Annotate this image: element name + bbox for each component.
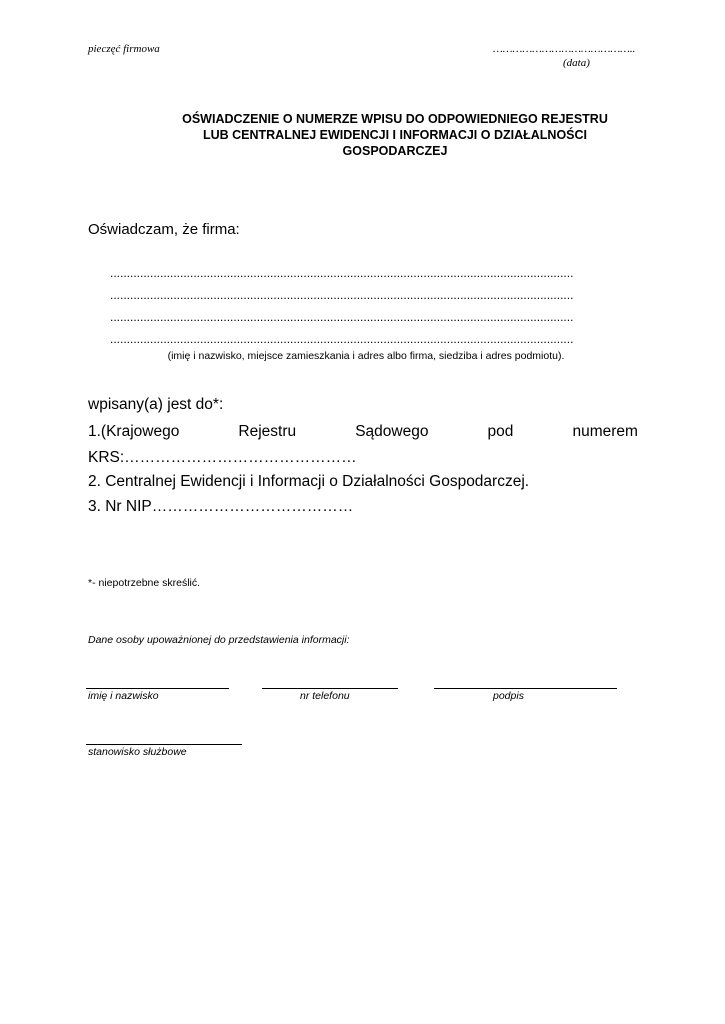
position-line <box>86 744 242 745</box>
date-dots: …………………………………….. <box>493 43 636 55</box>
krs-word-4: pod <box>487 423 514 440</box>
stamp-label: pieczęć firmowa <box>88 43 160 55</box>
name-label: imię i nazwisko <box>88 690 159 702</box>
krs-word-1: 1.(Krajowego <box>88 423 180 440</box>
name-line <box>86 688 229 689</box>
phone-label: nr telefonu <box>300 690 350 702</box>
date-label: (data) <box>563 57 590 69</box>
footnote: *- niepotrzebne skreślić. <box>88 577 201 589</box>
declaration-text: Oświadczam, że firma: <box>88 221 240 238</box>
signature-line <box>434 688 617 689</box>
phone-line <box>262 688 398 689</box>
signature-label: podpis <box>493 690 524 702</box>
firm-dot-line-1: ........................................................................................................................................... <box>110 266 574 280</box>
authorized-heading: Dane osoby upoważnionej do przedstawienia informacji: <box>88 634 350 646</box>
option-2: 2. Centralnej Ewidencji i Informacji o Działalności Gospodarczej. <box>88 473 530 490</box>
title-line-2: LUB CENTRALNEJ EWIDENCJI I INFORMACJI O DZIAŁALNOŚCI <box>202 128 588 142</box>
krs-word-5: numerem <box>572 423 638 440</box>
firm-dot-line-4: ........................................................................................................................................... <box>110 332 574 346</box>
krs-word-2: Rejestru <box>238 423 297 440</box>
registered-heading: wpisany(a) jest do*: <box>88 396 224 413</box>
document-title <box>140 111 650 159</box>
firm-note: (imię i nazwisko, miejsce zamieszkania i adres albo firma, siedziba i adres podmiotu). <box>167 350 565 362</box>
position-label: stanowisko służbowe <box>88 746 187 758</box>
krs-option-row <box>88 423 638 441</box>
title-line-1: OŚWIADCZENIE O NUMERZE WPISU DO ODPOWIEDNIEGO REJESTRU <box>182 112 608 126</box>
option-3-nip: 3. Nr NIP………………………………… <box>88 498 354 515</box>
krs-number-line: KRS:……………………………………… <box>88 449 357 466</box>
krs-word-3: Sądowego <box>355 423 429 440</box>
firm-dot-line-3: ........................................................................................................................................... <box>110 310 574 324</box>
title-line-3: GOSPODARCZEJ <box>342 144 448 158</box>
firm-dot-line-2: ........................................................................................................................................... <box>110 288 574 302</box>
